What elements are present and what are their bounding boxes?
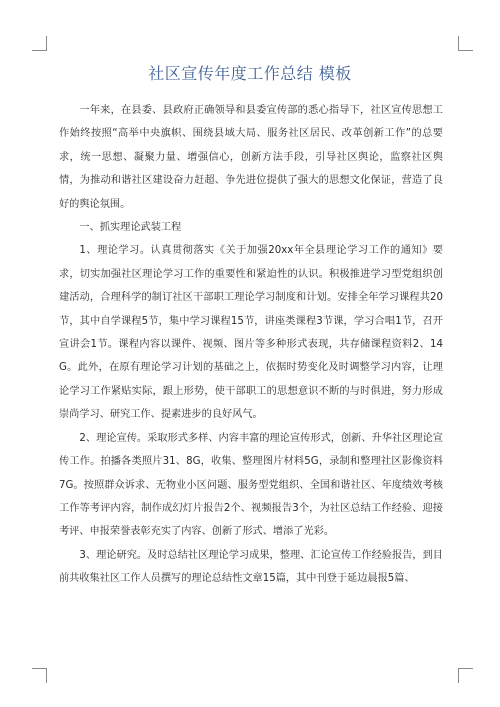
paragraph-intro: 一年来，在县委、县政府正确领导和县委宣传部的悉心指导下，社区宣传思想工作始终按照“高举中央旗帜、围绕县域大局、服务社区居民、改革创新工作”的总要求，统一思想、凝聚力量、增强信心，创新方法手段，引导社区舆论，监察社区舆情，为推动和谐社区建设奋力赶超、争先进位提供了强大的思想文化保证，营造了良好的舆论氛围。	[59, 105, 443, 210]
paragraph-theory-study: 1、理论学习。认真贯彻落实《关于加强20xx年全县理论学习工作的通知》要求，切实加强社区理论学习工作的重要性和紧迫性的认识。积极推进学习型党组织创建活动，合理科学的制订社区干部职工理论学习制度和计划。安排全年学习课程共20节，其中自学课程5节，集中学习课程15节，讲座类课程3节课，学习合唱1节，召开宣讲会1节。课程内容以课件、视频、图片等多种形式表现，共存储课程资料2、14G。此外，在原有理论学习计划的基础之上，依据时势变化及时调整学习内容，让理论学习工作紧贴实际，跟上形势，使干部职工的思想意识不断的与时俱进，努力形成崇尚学习、研究工作、提素进步的良好风气。	[59, 245, 443, 421]
document-body	[59, 99, 443, 591]
paragraph-theory-publicity: 2、理论宣传。采取形式多样、内容丰富的理论宣传形式，创新、升华社区理论宣传工作。拍播各类照片31、8G，收集、整理图片材料5G，录制和整理社区影像资料7G。按照群众诉求、无物业小区问题、服务型党组织、全国和谐社区、年度绩效考核工作等考评内容，制作成幻灯片报告2个、视频报告3个，为社区总结工作经验、迎接考评、申报荣誉表彰充实了内容、创新了形式、增添了光彩。	[59, 432, 443, 538]
corner-mark-bottom-right	[458, 668, 473, 683]
corner-mark-top-right	[458, 36, 473, 51]
corner-mark-top-left	[32, 36, 47, 51]
section-heading-theory: 一、抓实理论武装工程	[79, 222, 182, 234]
corner-mark-bottom-left	[32, 668, 47, 683]
paragraph-theory-research: 3、理论研究。及时总结社区理论学习成果，整理、汇论宣传工作经验报告，到目前共收集社区工作人员撰写的理论总结性文章15篇，其中刊登于延边晨报5篇、	[59, 549, 443, 585]
document-title: 社区宣传年度工作总结 模板	[148, 64, 352, 83]
